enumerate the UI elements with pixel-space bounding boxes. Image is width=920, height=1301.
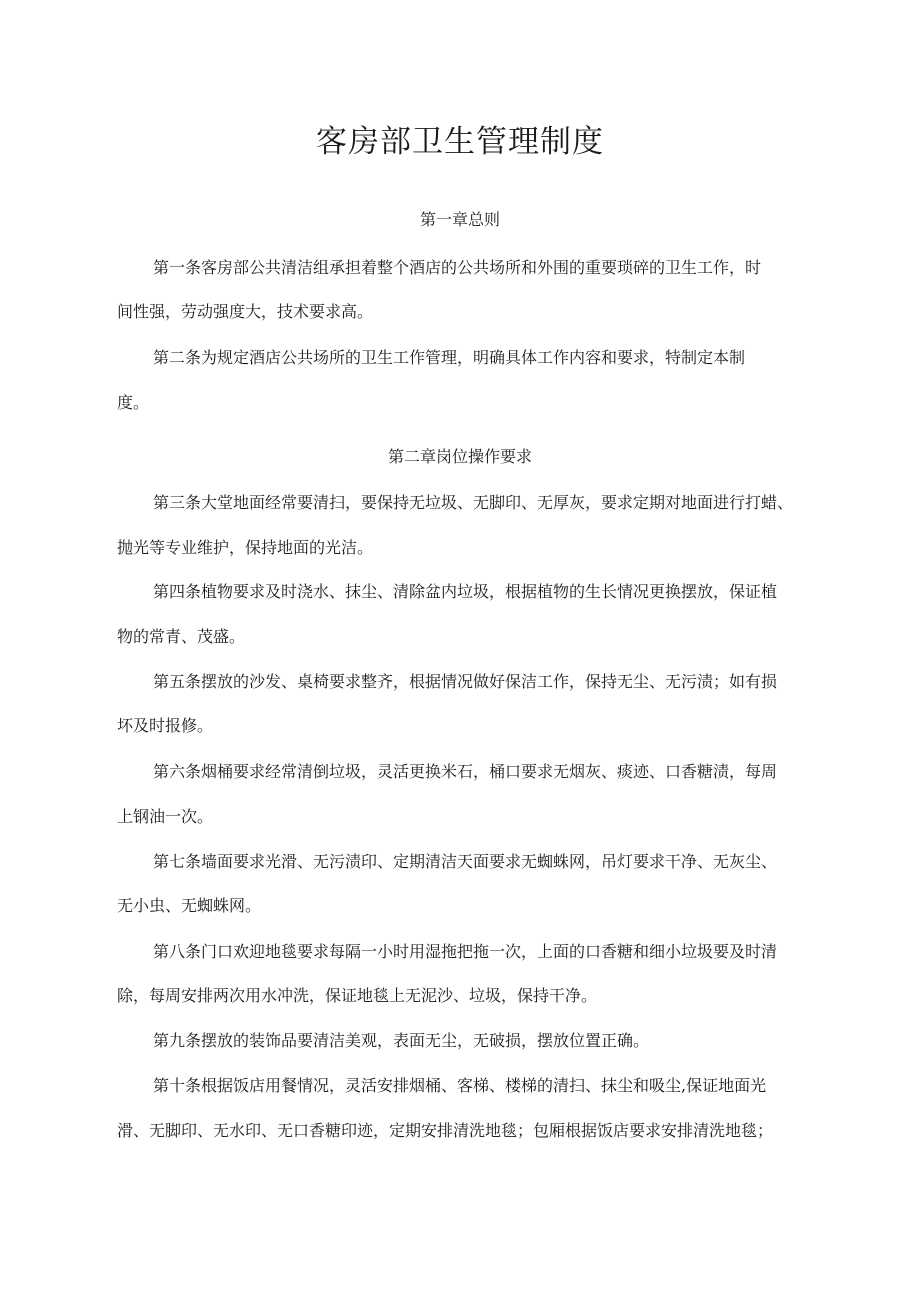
article-3-line-1: 第三条大堂地面经常要清扫，要保持无垃圾、无脚印、无厚灰，要求定期对地面进行打蜡、	[153, 493, 794, 512]
article-3-line-2: 抛光等专业维护，保持地面的光洁。	[117, 538, 374, 557]
article-5-line-2: 坏及时报修。	[117, 716, 214, 735]
article-8-line-2: 除，每周安排两次用水冲洗，保证地毯上无泥沙、垃圾，保持干净。	[117, 986, 598, 1005]
article-4-line-1: 第四条植物要求及时浇水、抹尘、清除盆内垃圾，根据植物的生长情况更换摆放，保证植	[153, 582, 778, 601]
article-7-line-1: 第七条墙面要求光滑、无污渍印、定期清洁天面要求无蜘蛛网，吊灯要求干净、无灰尘、	[153, 852, 778, 871]
article-9-line-1: 第九条摆放的装饰品要清洁美观，表面无尘，无破损，摆放位置正确。	[153, 1031, 650, 1050]
document-title: 客房部卫生管理制度	[316, 124, 604, 160]
article-10-line-2: 滑、无脚印、无水印、无口香糖印迹，定期安排清洗地毯；包厢根据饭店要求安排清洗地毯；	[117, 1121, 774, 1140]
article-7-line-2: 无小虫、无蜘蛛网。	[117, 896, 262, 915]
article-5-line-1: 第五条摆放的沙发、桌椅要求整齐，根据情况做好保洁工作，保持无尘、无污渍；如有损	[153, 672, 778, 691]
article-2-line-1: 第二条为规定酒店公共场所的卫生工作管理，明确具体工作内容和要求，特制定本制	[153, 348, 746, 367]
chapter-heading-2: 第二章岗位操作要求	[387, 447, 532, 466]
article-10-line-1: 第十条根据饭店用餐情况，灵活安排烟桶、客梯、楼梯的清扫、抹尘和吸尘,保证地面光	[153, 1076, 767, 1095]
article-6-line-1: 第六条烟桶要求经常清倒垃圾，灵活更换米石，桶口要求无烟灰、痰迹、口香糖渍，每周	[153, 762, 778, 781]
chapter-heading-1: 第一章总则	[419, 210, 500, 229]
article-8-line-1: 第八条门口欢迎地毯要求每隔一小时用湿拖把拖一次，上面的口香糖和细小垃圾要及时清	[153, 942, 778, 961]
article-4-line-2: 物的常青、茂盛。	[117, 627, 246, 646]
article-1-line-2: 间性强，劳动强度大，技术要求高。	[117, 302, 374, 321]
article-6-line-2: 上钢油一次。	[117, 807, 214, 826]
article-2-line-2: 度。	[117, 393, 150, 412]
article-1-line-1: 第一条客房部公共清洁组承担着整个酒店的公共场所和外围的重要琐碎的卫生工作，时	[153, 258, 762, 277]
